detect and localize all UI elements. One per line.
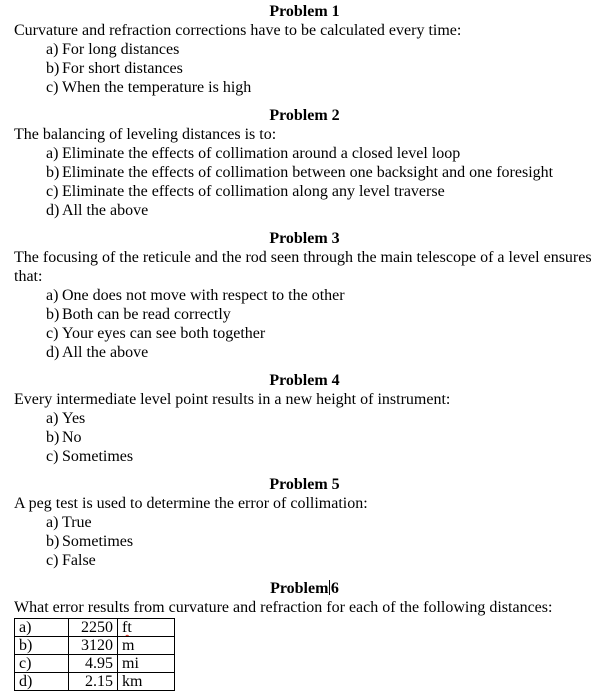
option-row [46,286,595,305]
option-marker: b) [46,306,60,323]
option-row [46,163,595,182]
cell-unit [118,619,175,637]
cell-value: 2.15 [69,673,118,691]
cell-label: b) [15,637,69,655]
problem-section-5 [14,475,595,570]
option-marker: b) [46,60,60,77]
problem-5-question: A peg test is used to determine the error of collimation: [14,495,368,512]
option-marker: b) [46,429,60,446]
problem-6-question: What error results from curvature and refraction for each of the following distances: [14,599,553,616]
problem-section-3 [14,229,595,362]
option-row [46,40,595,59]
option-row [46,513,595,532]
problem-1-question: Curvature and refraction corrections have to be calculated every time: [14,22,462,39]
cell-label: c) [15,655,69,673]
misspelled-word: ft [122,619,132,636]
problem-4-question: Every intermediate level point results in a new height of instrument: [14,391,451,408]
cell-value: 2250 [69,619,118,637]
problem-section-6 [14,579,595,691]
option-text: Yes [62,410,86,427]
option-text: When the temperature is high [62,79,252,96]
cell-label: a) [15,619,69,637]
problem-5-title: Problem 5 [269,476,340,493]
option-marker: a) [46,41,59,58]
option-row [46,78,595,97]
problem-2-options [14,144,595,220]
option-text: Eliminate the effects of collimation along any level traverse [62,183,445,200]
option-marker: d) [46,344,60,361]
table-row [15,619,175,637]
option-row [46,428,595,447]
problem-1-options [14,40,595,97]
option-row [46,551,595,570]
option-text: All the above [62,202,149,219]
option-text: Sometimes [62,448,134,465]
table-row [15,637,175,655]
problem-section-4 [14,371,595,466]
problem-2-question: The balancing of leveling distances is to: [14,126,277,143]
cell-value: 4.95 [69,655,118,673]
distances-table [14,618,175,691]
option-text: No [62,429,82,446]
option-marker: a) [46,410,59,427]
option-marker: a) [46,145,59,162]
cell-label: d) [15,673,69,691]
option-row [46,447,595,466]
option-marker: b) [46,164,60,181]
problem-6-title-before: Problem [270,580,329,597]
option-row [46,182,595,201]
option-row [46,532,595,551]
option-text: For short distances [62,60,183,77]
option-text: Both can be read correctly [62,306,231,323]
option-text: True [62,514,92,531]
problem-4-options [14,409,595,466]
problem-3-options [14,286,595,362]
cell-value: 3120 [69,637,118,655]
option-row [46,144,595,163]
problem-2-title: Problem 2 [269,107,340,124]
table-row [15,655,175,673]
problem-5-options [14,513,595,570]
option-marker: d) [46,202,60,219]
problem-3-question: The focusing of the reticule and the rod seen through the main telescope of a level ensures that: [14,249,592,285]
option-row [46,305,595,324]
option-text: All the above [62,344,149,361]
option-marker: b) [46,533,60,550]
option-text: Eliminate the effects of collimation between one backsight and one foresight [62,164,554,181]
problem-section-2 [14,106,595,220]
option-marker: c) [46,79,59,96]
cell-unit: km [118,673,175,691]
problem-1-title: Problem 1 [269,3,340,20]
option-row [46,324,595,343]
option-marker: c) [46,325,59,342]
problem-4-title: Problem 4 [269,372,340,389]
option-text: Sometimes [62,533,134,550]
option-marker: a) [46,287,59,304]
option-marker: c) [46,552,59,569]
option-row [46,343,595,362]
cell-unit: m [118,637,175,655]
option-text: One does not move with respect to the other [62,287,345,304]
option-text: Eliminate the effects of collimation around a closed level loop [62,145,461,162]
option-text: Your eyes can see both together [62,325,266,342]
option-marker: c) [46,448,59,465]
option-marker: a) [46,514,59,531]
option-marker: c) [46,183,59,200]
problem-3-title: Problem 3 [269,230,340,247]
problem-6-title-after: 6 [330,580,339,597]
option-row [46,59,595,78]
problem-section-1 [14,2,595,97]
option-row [46,201,595,220]
option-text: False [62,552,96,569]
problem-6-title [14,579,595,598]
cell-unit: mi [118,655,175,673]
option-text: For long distances [62,41,180,58]
option-row [46,409,595,428]
